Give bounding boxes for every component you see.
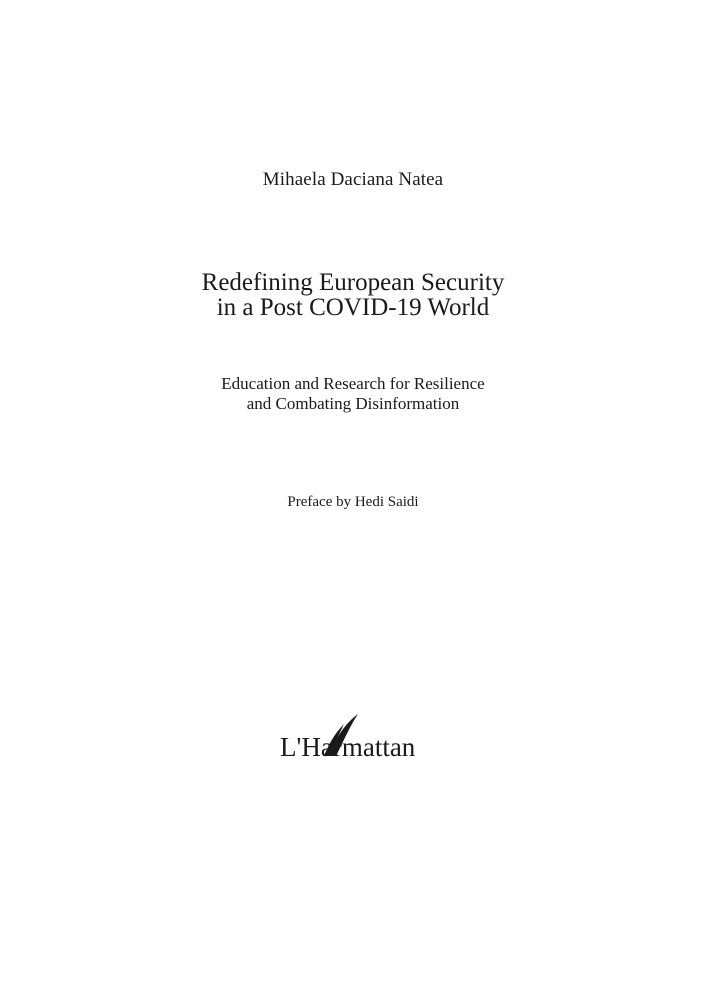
- book-subtitle: [0, 374, 706, 414]
- publisher-name: [280, 732, 415, 762]
- book-title: [0, 270, 706, 320]
- preface-credit: Preface by Hedi Saidi: [287, 494, 419, 510]
- book-title-line-2: in a Post COVID-19 World: [216, 294, 490, 321]
- book-subtitle-line-1: Education and Research for Resilience: [221, 374, 485, 393]
- book-subtitle-line-2: and Combating Disinformation: [246, 394, 460, 413]
- publisher-logo: [280, 712, 430, 768]
- author-name: Mihaela Daciana Natea: [262, 169, 444, 190]
- book-title-line-1: Redefining European Security: [201, 269, 505, 296]
- publisher-name-text: L'Harmattan: [280, 732, 416, 762]
